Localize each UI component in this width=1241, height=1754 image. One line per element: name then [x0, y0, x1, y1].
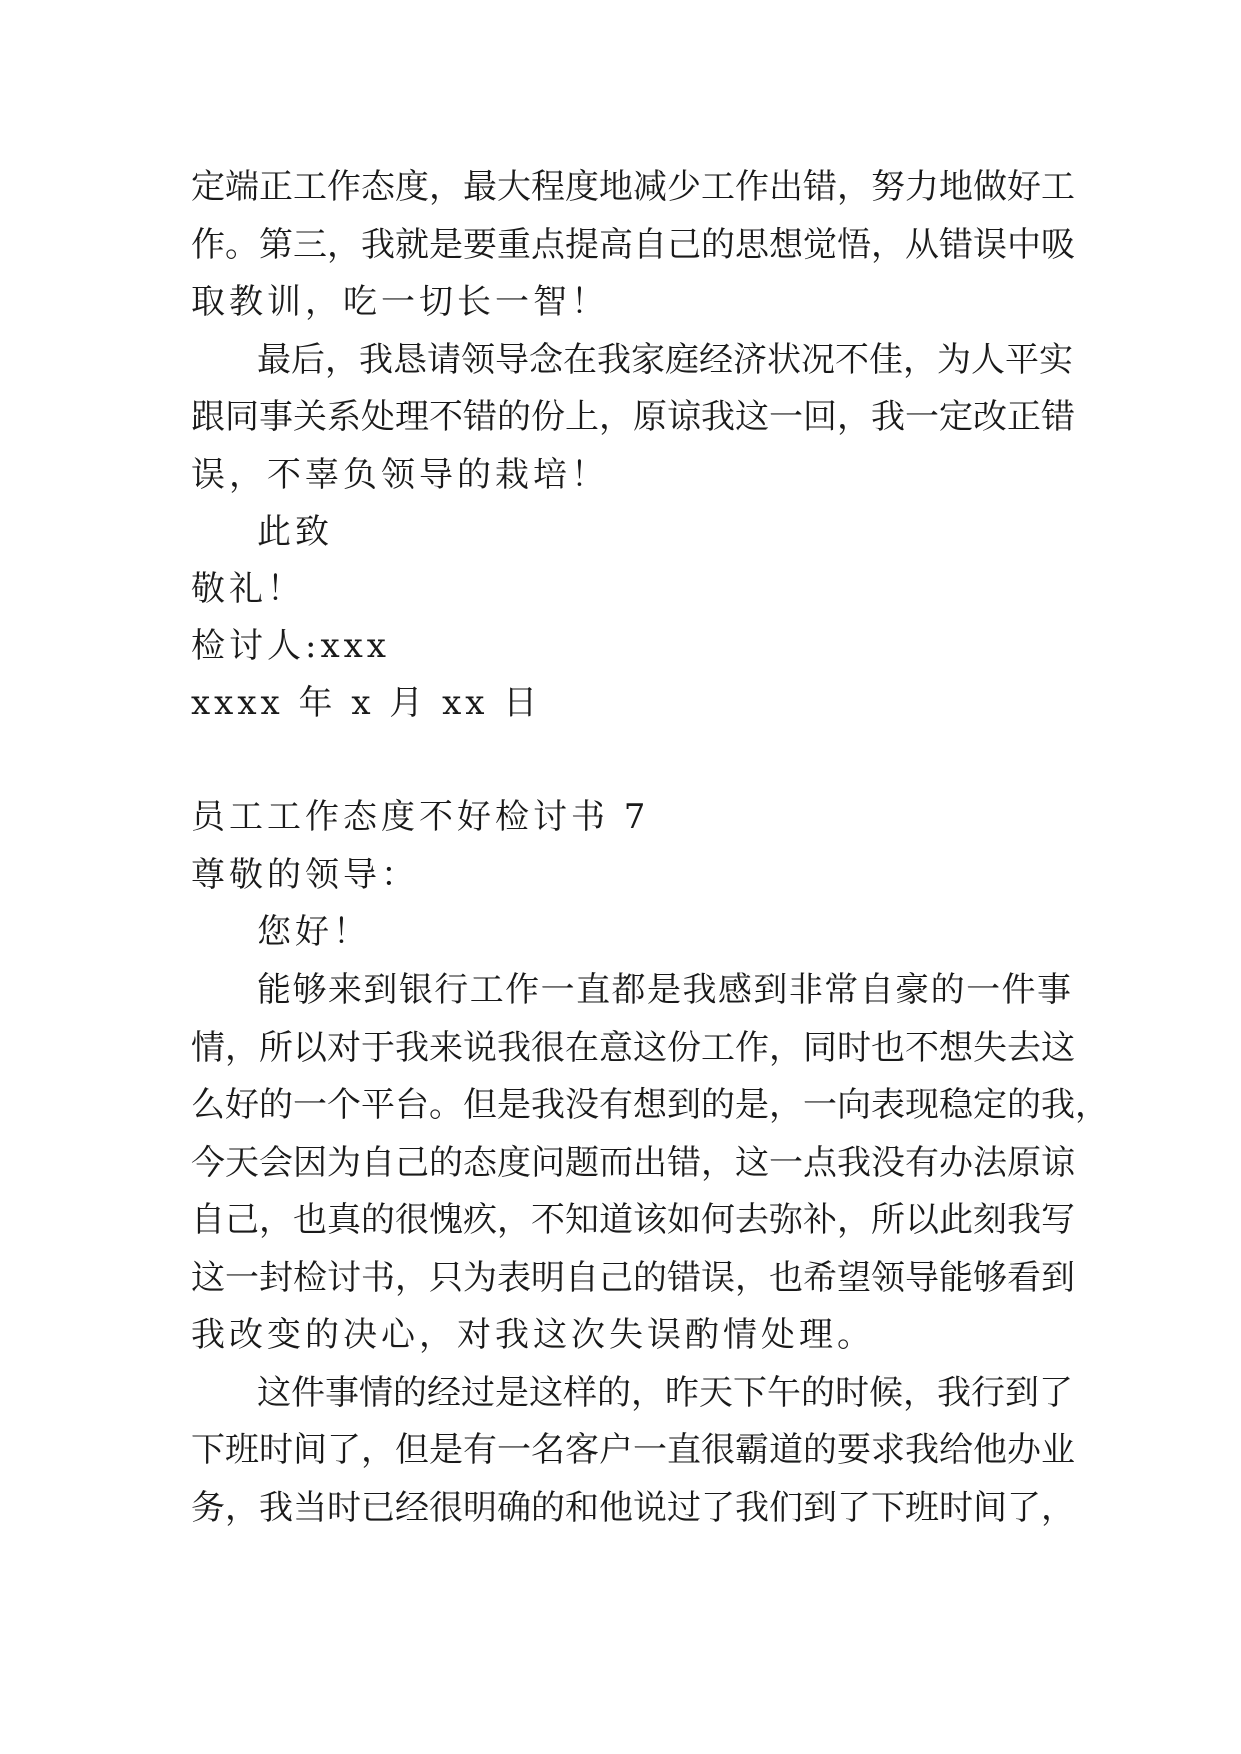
text-line: 下班时间了，但是有一名客户一直很霸道的要求我给他办业	[191, 1430, 1075, 1470]
salutation-closing: 敬礼！	[191, 569, 305, 609]
text-line: 么好的一个平台。但是我没有想到的是，一向表现稳定的我，	[191, 1085, 1109, 1125]
text-line: 这一封检讨书，只为表明自己的错误，也希望领导能够看到	[191, 1258, 1075, 1298]
text-line: 定端正工作态度，最大程度地减少工作出错，努力地做好工	[191, 167, 1075, 207]
paragraph-first-line: 能够来到银行工作一直都是我感到非常自豪的一件事	[257, 970, 1071, 1010]
text-line: 取教训，吃一切长一智！	[191, 282, 609, 322]
text-line: 情，所以对于我来说我很在意这份工作，同时也不想失去这	[191, 1028, 1075, 1068]
salutation: 尊敬的领导：	[191, 855, 419, 895]
date-line: xxxx 年 x 月 xx 日	[191, 683, 542, 723]
section-title: 员工工作态度不好检讨书 7	[191, 797, 650, 837]
text-line: 误，不辜负领导的栽培！	[191, 455, 609, 495]
text-line: 务，我当时已经很明确的和他说过了我们到了下班时间了，	[191, 1488, 1075, 1528]
text-line: 自己，也真的很愧疚，不知道该如何去弥补，所以此刻我写	[191, 1200, 1075, 1240]
text-line: 今天会因为自己的态度问题而出错，这一点我没有办法原谅	[191, 1143, 1075, 1183]
text-line: 我改变的决心，对我这次失误酌情处理。	[191, 1315, 875, 1355]
text-line: 跟同事关系处理不错的份上，原谅我这一回，我一定改正错	[191, 397, 1075, 437]
paragraph-first-line: 最后，我恳请领导念在我家庭经济状况不佳，为人平实	[257, 340, 1073, 380]
signature-line: 检讨人:xxx	[191, 626, 390, 666]
closing-phrase: 此致	[257, 512, 333, 552]
paragraph-first-line: 这件事情的经过是这样的，昨天下午的时候，我行到了	[257, 1373, 1073, 1413]
text-line: 作。第三，我就是要重点提高自己的思想觉悟，从错误中吸	[191, 225, 1075, 265]
greeting: 您好！	[257, 912, 371, 952]
